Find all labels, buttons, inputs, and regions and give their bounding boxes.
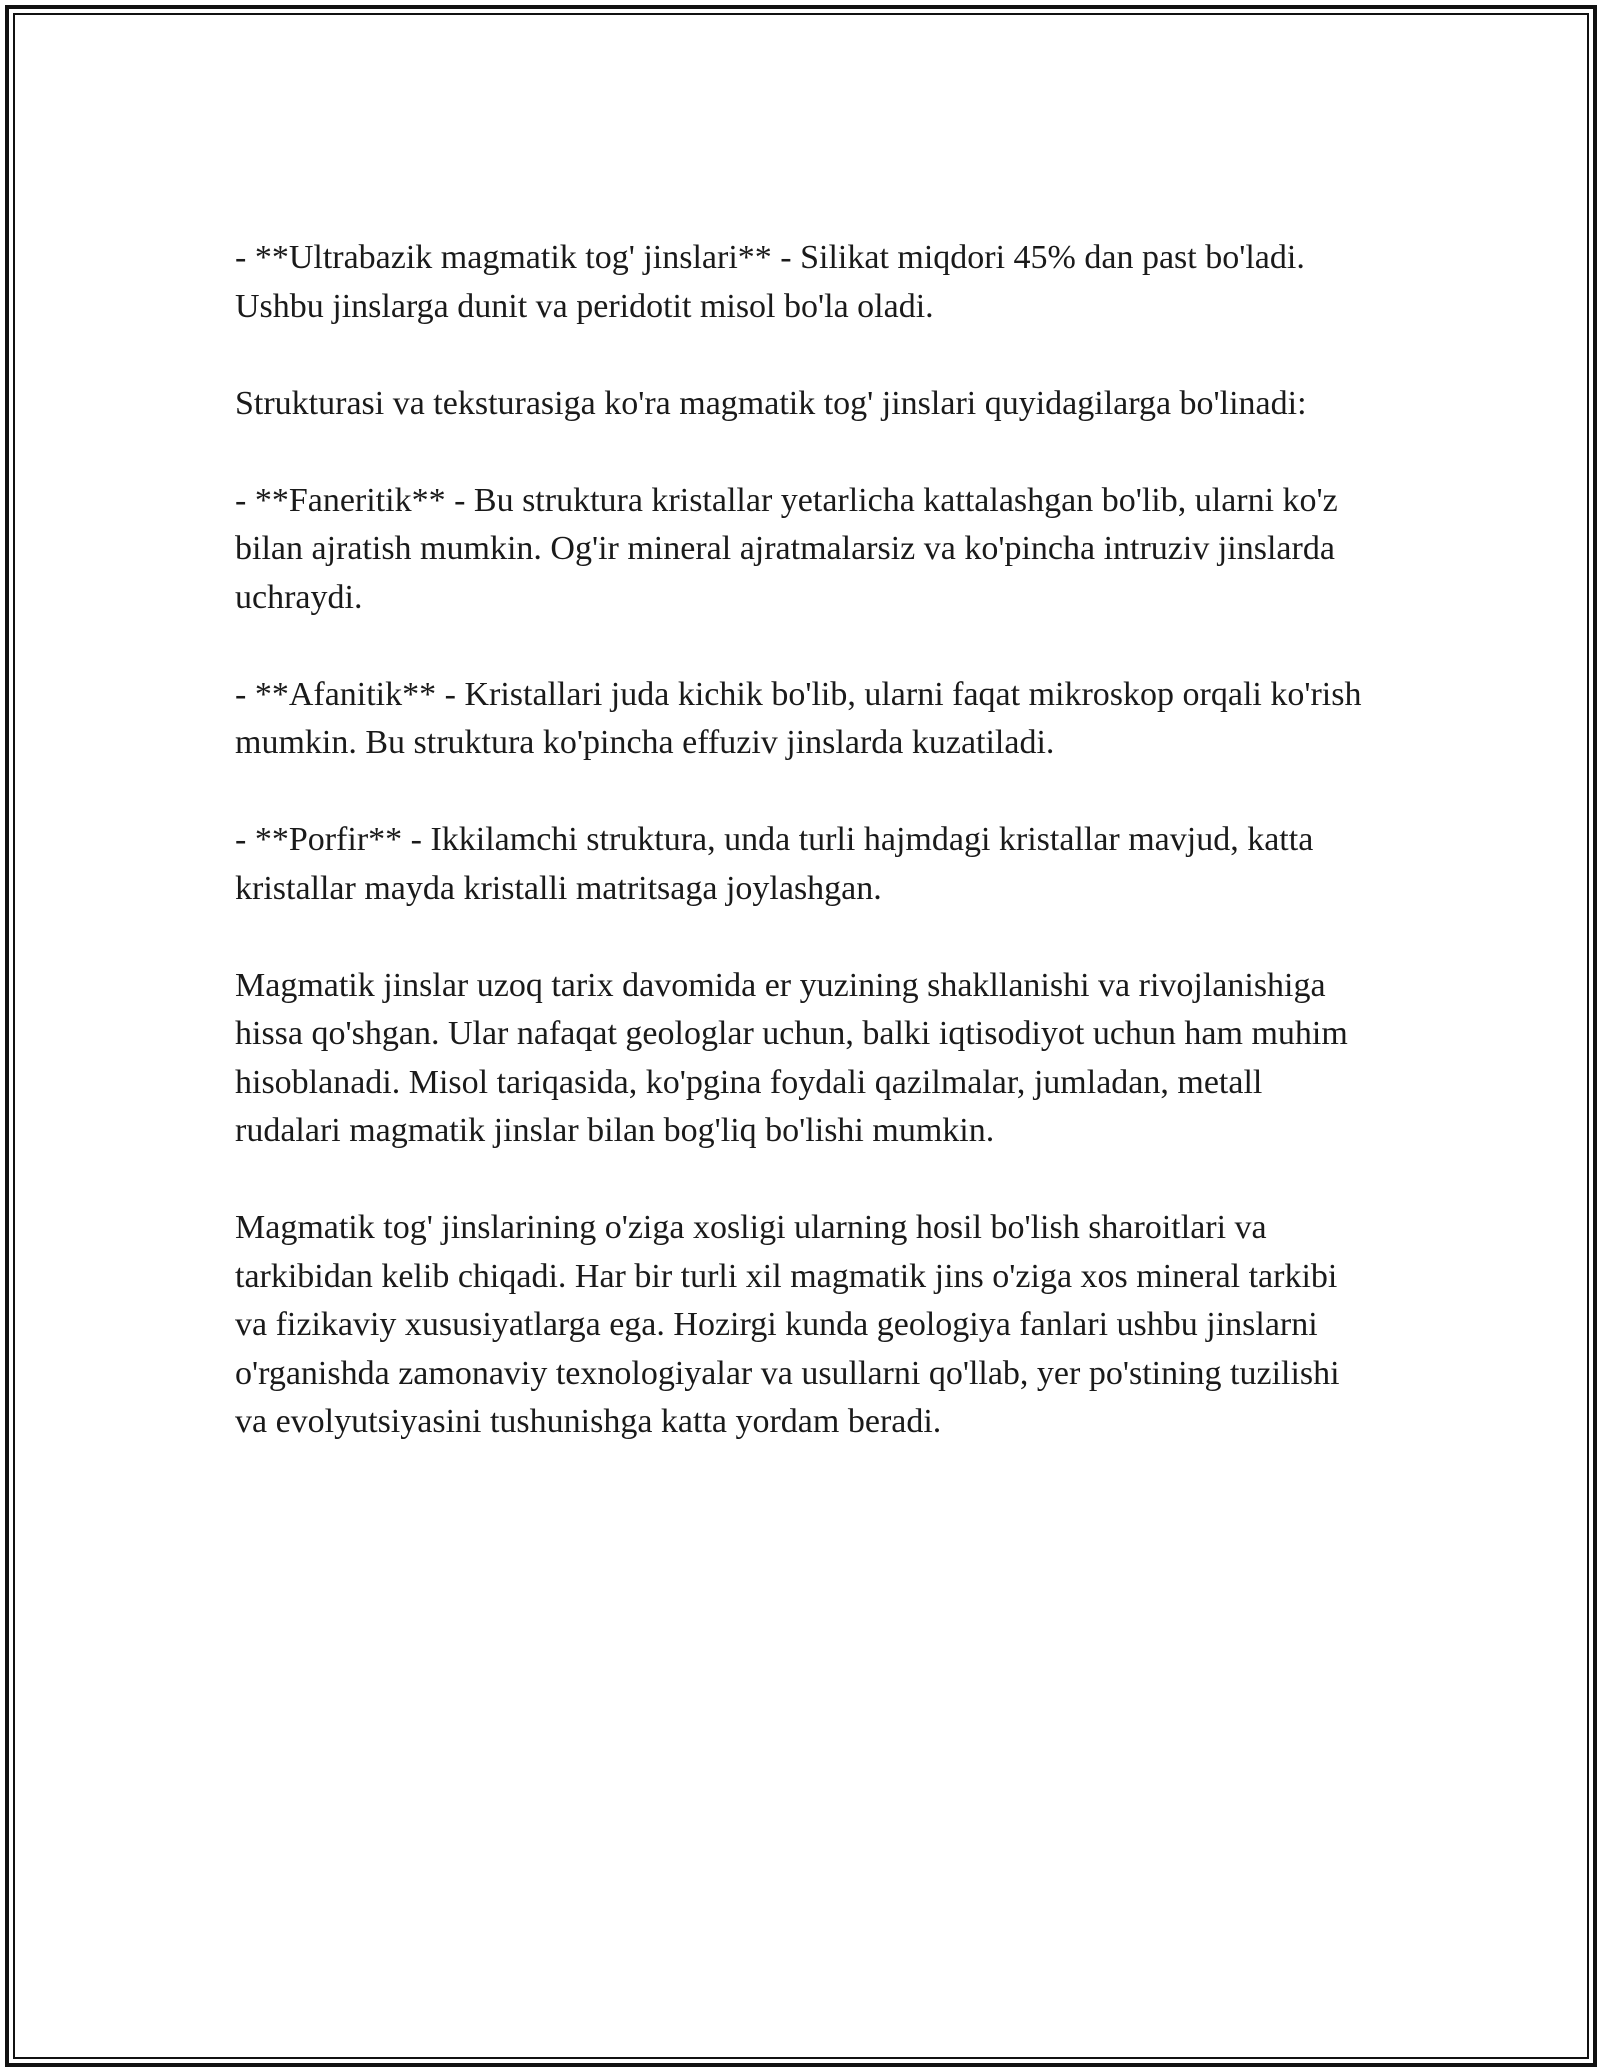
paragraph-structure-intro: Strukturasi va teksturasiga ko'ra magmatik tog' jinslari quyidagilarga bo'linadi: xyxy=(235,384,1307,422)
paragraph-ultrabazik: - **Ultrabazik magmatik tog' jinslari** - Silikat miqdori 45% dan past bo'ladi. Ushbu jinslarga dunit va peridotit misol bo'la oladi. xyxy=(235,239,1305,325)
paragraph-history: Magmatik jinslar uzoq tarix davomida er yuzining shakllanishi va rivojlanishiga hissa qo'shgan. Ular nafaqat geologlar uchun, balki iqtisodiyot uchun ham muhim hisoblanadi. Misol tariqasida, ko'pgina foydali qazilmalar, jumladan, metall rudalari magmatik jinslar bilan bog'liq bo'lishi mumkin. xyxy=(235,966,1348,1149)
document-body xyxy=(235,234,1365,1495)
paragraph-uniqueness: Magmatik tog' jinslarining o'ziga xosligi ularning hosil bo'lish sharoitlari va tarkibidan kelib chiqadi. Har bir turli xil magmatik jins o'ziga xos mineral tarkibi va fizikaviy xususiyatlarga ega. Hozirgi kunda geologiya fanlari ushbu jinslarni o'rganishda zamonaviy texnologiyalar va usullarni qo'llab, yer po'stining tuzilishi va evolyutsiyasini tushunishga katta yordam beradi. xyxy=(235,1209,1340,1440)
paragraph-afanitik: - **Afanitik** - Kristallari juda kichik bo'lib, ularni faqat mikroskop orqali ko'rish mumkin. Bu struktura ko'pincha effuziv jinslarda kuzatiladi. xyxy=(235,675,1362,761)
paragraph-faneritik: - **Faneritik** - Bu struktura kristallar yetarlicha kattalashgan bo'lib, ularni ko'z bilan ajratish mumkin. Og'ir mineral ajratmalarsiz va ko'pincha intruziv jinslarda uchraydi. xyxy=(235,481,1338,616)
paragraph-porfir: - **Porfir** - Ikkilamchi struktura, unda turli hajmdagi kristallar mavjud, katta kristallar mayda kristalli matritsaga joylashgan. xyxy=(235,821,1314,907)
